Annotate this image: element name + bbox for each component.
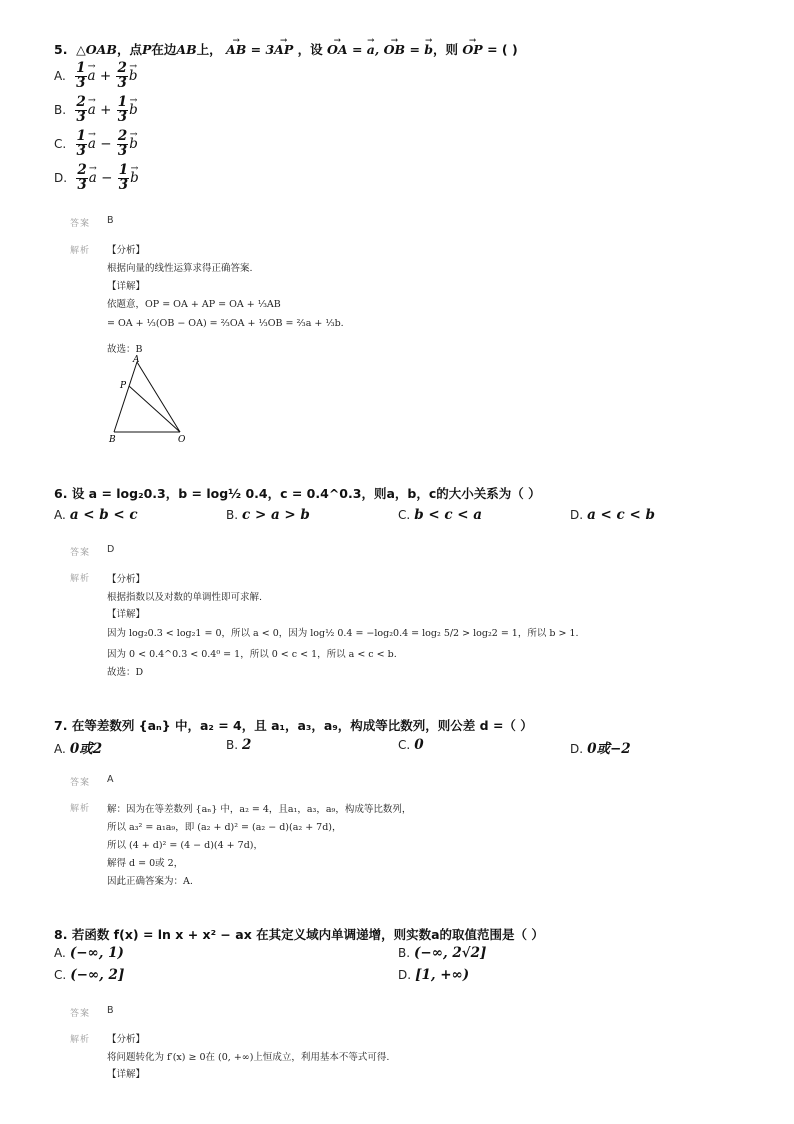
q6-detail-head: 【详解】 xyxy=(107,609,146,620)
q6-option-a: A. a < b < c xyxy=(54,507,138,523)
q7-solution-line1: 解：因为在等差数列 {aₙ} 中，a₂ = 4，且a₁，a₃，a₉，构成等比数列， xyxy=(107,804,412,815)
q8-answer: B xyxy=(107,1005,114,1016)
q7-solution-line2: 所以 a₃² = a₁a₉，即 (a₂ + d)² = (a₂ − d)(a₂ + 7d)， xyxy=(107,822,342,833)
q6-analysis-text: 根据指数以及对数的单调性即可求解. xyxy=(107,592,263,603)
q8-detail-head: 【详解】 xyxy=(107,1069,146,1080)
q5-detail-head: 【详解】 xyxy=(107,281,146,292)
q5-analysis-head: 【分析】 xyxy=(107,245,146,256)
q6-analysis-tag: 解析 xyxy=(70,574,91,584)
edge-ao xyxy=(137,362,180,432)
q5-answer-tag: 答案 xyxy=(70,219,91,229)
label-o: O xyxy=(178,435,186,445)
q8-option-d: D. [1, +∞) xyxy=(398,967,470,983)
q7-answer: A xyxy=(107,774,114,785)
q8-option-b: B. (−∞, 2√2] xyxy=(398,945,487,961)
q7-analysis-tag: 解析 xyxy=(70,804,91,814)
q7-option-a: A. 0或2 xyxy=(54,741,103,757)
q8-analysis-tag: 解析 xyxy=(70,1035,91,1045)
q5-answer: B xyxy=(107,215,114,226)
q5-option-d: D. $\frac{2}{3}$ → a − $\frac{1}{3}$ → b xyxy=(54,164,139,192)
q8-option-c: C. (−∞, 2] xyxy=(54,967,125,983)
q6-option-b: B. c > a > b xyxy=(226,507,310,523)
q7-option-c: C. 0 xyxy=(398,737,424,753)
q5-option-c: C. $\frac{1}{3}$ → a − $\frac{2}{3}$ → b xyxy=(54,130,138,158)
q7-answer-tag: 答案 xyxy=(70,778,91,788)
q5-choose: 故选：B xyxy=(107,344,143,355)
q7-solution-line5: 因此正确答案为：A. xyxy=(107,876,193,887)
q8-stem: 8. 若函数 f(x) = ln x + x² − ax 在其定义域内单调递增，则实数a的取值范围是（ ） xyxy=(54,927,544,942)
q8-option-a: A. (−∞, 1) xyxy=(54,945,124,961)
q5-analysis-tag: 解析 xyxy=(70,246,91,256)
label-p: P xyxy=(120,381,127,391)
q8-analysis-text: 将问题转化为 f′(x) ≥ 0在 (0, +∞)上恒成立，利用基本不等式可得. xyxy=(107,1052,390,1063)
q6-stem: 6. 设 a = log₂0.3，b = log½ 0.4，c = 0.4^0.3，则a，b，c的大小关系为（ ） xyxy=(54,486,541,501)
q5-detail-line1: 依题意，OP = OA + AP = OA + ⅓AB xyxy=(107,299,281,310)
q6-option-d: D. a < c < b xyxy=(570,507,655,523)
q8-analysis-head: 【分析】 xyxy=(107,1034,146,1045)
edge-ab xyxy=(114,362,137,432)
q5-detail-line2: = OA + ⅓(OB − OA) = ⅔OA + ⅓OB = ⅔a + ⅓b. xyxy=(107,318,344,329)
q5-stem: 5. △OAB，点P在边AB上， → AB = 3→ AP ，设 → OA = → a, → OB = → b，则 → OP = ( ) xyxy=(54,40,518,58)
q5-option-b: B. $\frac{2}{3}$ → a + $\frac{1}{3}$ → b xyxy=(54,96,138,124)
q7-option-d: D. 0或−2 xyxy=(570,741,631,757)
q8-answer-tag: 答案 xyxy=(70,1009,91,1019)
q6-analysis-head: 【分析】 xyxy=(107,574,146,585)
q6-detail-line1: 因为 log₂0.3 < log₂1 = 0，所以 a < 0，因为 log½ 0.4 = −log₂0.4 = log₂ 5/2 > log₂2 = 1，所以 b > 1. xyxy=(107,628,579,639)
q6-choose: 故选：D xyxy=(107,667,144,678)
q6-detail-line2: 因为 0 < 0.4^0.3 < 0.4⁰ = 1，所以 0 < c < 1，所以 a < c < b. xyxy=(107,649,397,660)
q5-triangle-figure xyxy=(100,350,200,450)
q7-solution-line3: 所以 (4 + d)² = (4 − d)(4 + 7d)， xyxy=(107,840,263,851)
label-a: A xyxy=(133,355,140,365)
q6-answer-tag: 答案 xyxy=(70,548,91,558)
q7-stem: 7. 在等差数列 {aₙ} 中，a₂ = 4，且 a₁，a₃，a₉，构成等比数列，则公差 d =（ ） xyxy=(54,718,533,733)
q5-analysis-text: 根据向量的线性运算求得正确答案. xyxy=(107,263,253,274)
segment-po xyxy=(129,386,180,432)
q7-solution-line4: 解得 d = 0或 2， xyxy=(107,858,184,869)
q5-option-a: A. $\frac{1}{3}$ → a + $\frac{2}{3}$ → b xyxy=(54,62,138,90)
q6-answer: D xyxy=(107,544,115,555)
label-b: B xyxy=(109,435,116,445)
q7-option-b: B. 2 xyxy=(226,737,252,753)
q6-option-c: C. b < c < a xyxy=(398,507,483,523)
